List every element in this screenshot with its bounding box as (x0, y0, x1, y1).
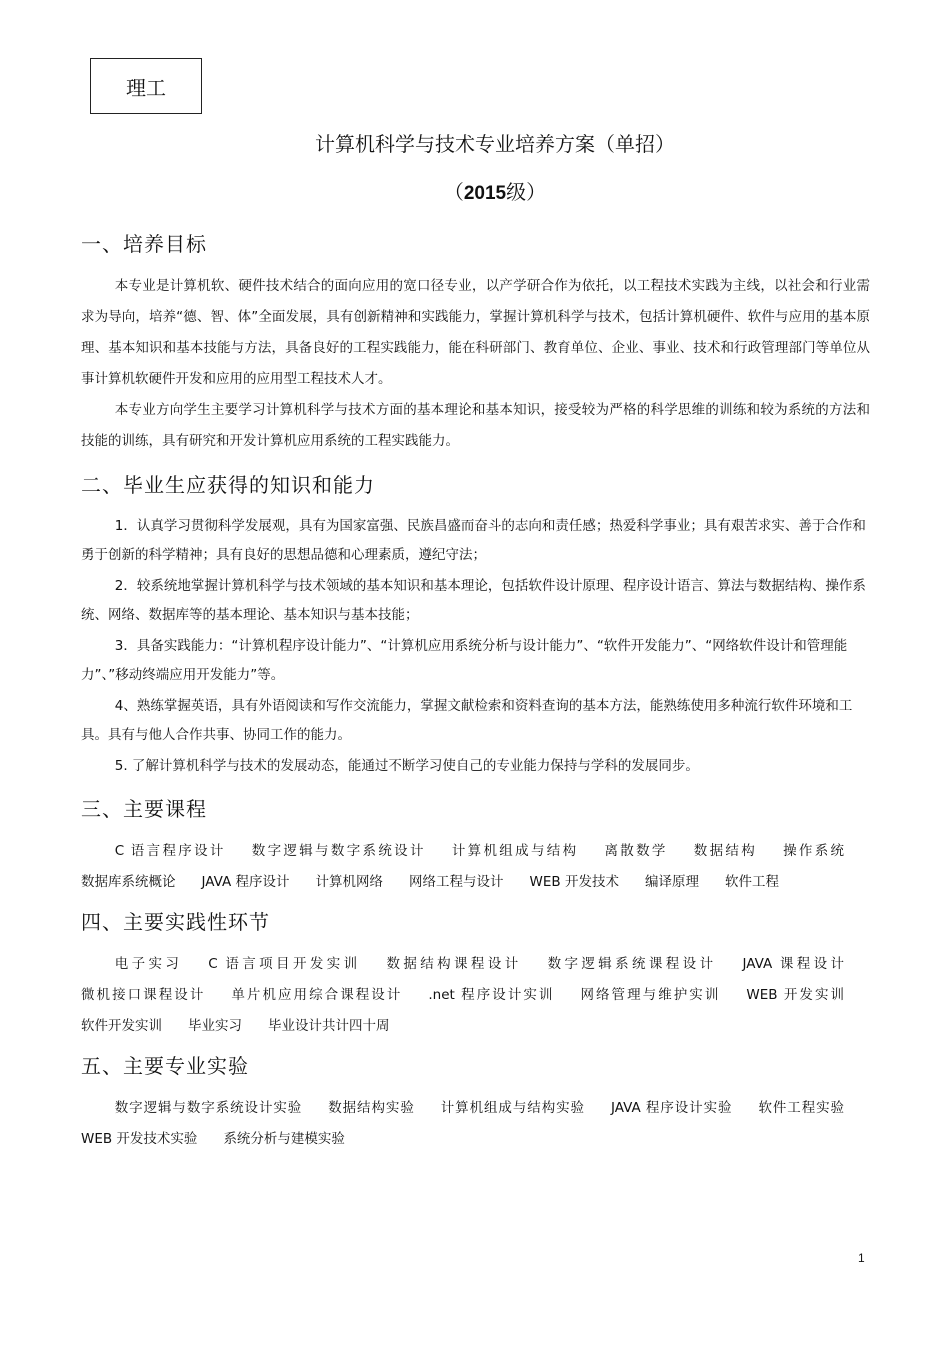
document-title: 计算机科学与技术专业培养方案（单招） (315, 132, 675, 156)
experiment-item: 计算机组成与结构实验 (440, 1100, 585, 1116)
list-item: 3．具备实践能力：“计算机程序设计能力”、“计算机应用系统分析与设计能力”、“软件开发能力”、“网络软件设计和管理能力”、”移动终端应用开发能力”等。 (81, 638, 848, 683)
course-item: 操作系统 (783, 843, 845, 859)
practice-item: 数字逻辑系统课程设计 (547, 956, 717, 972)
practice-item: 数据结构课程设计 (386, 956, 522, 972)
practice-item: 毕业实习 (188, 1018, 242, 1034)
practice-item: .net 程序设计实训 (428, 987, 555, 1003)
experiment-item: WEB 开发技术实验 (81, 1131, 198, 1147)
practice-item: 网络管理与维护实训 (580, 987, 721, 1003)
experiment-item: JAVA 程序设计实验 (610, 1100, 733, 1116)
course-item: 离散数学 (604, 843, 668, 859)
course-item: 网络工程与设计 (409, 874, 504, 890)
section-experiments (81, 1050, 870, 1155)
document-body (81, 228, 870, 1163)
section-courses (81, 793, 870, 898)
course-item: 计算机网络 (315, 874, 384, 890)
section-heading: 三、主要课程 (81, 797, 207, 821)
practice-item: 微机接口课程设计 (81, 987, 206, 1003)
experiment-list (81, 1093, 870, 1155)
section-heading: 四、主要实践性环节 (81, 910, 270, 934)
course-item: 软件工程 (724, 874, 779, 890)
practice-item: C 语言项目开发实训 (208, 956, 361, 972)
section-heading: 二、毕业生应获得的知识和能力 (81, 473, 375, 497)
subtitle-open-paren: （ (443, 180, 464, 204)
category-label: 理工 (126, 75, 166, 100)
list-item: 4、熟练掌握英语，具有外语阅读和写作交流能力，掌握文献检索和资料查询的基本方法，能熟练使用多种流行软件环境和工具。具有与他人合作共事、协同工作的能力。 (81, 698, 853, 743)
list-item: 2．较系统地掌握计算机科学与技术领域的基本知识和基本理论，包括软件设计原理、程序设计语言、算法与数据结构、操作系统、网络、数据库等的基本理论、基本知识与基本技能； (81, 578, 866, 623)
experiment-item: 数字逻辑与数字系统设计实验 (114, 1100, 303, 1116)
course-item: 数字逻辑与数字系统设计 (251, 843, 426, 859)
course-list (81, 836, 870, 898)
course-item: 数据结构 (693, 843, 758, 859)
course-item: JAVA 程序设计 (201, 874, 290, 890)
experiment-item: 数据结构实验 (328, 1100, 415, 1116)
paragraph: 本专业是计算机软、硬件技术结合的面向应用的宽口径专业，以产学研合作为依托，以工程技术实践为主线，以社会和行业需求为导向，培养“德、智、体”全面发展，具有创新精神和实践能力，掌握计算机科学与技术，包括计算机硬件、软件与应用的基本原理、基本知识和基本技能与方法，具备良好的工程实践能力，能在科研部门、教育单位、企业、事业、技术和行政管理部门等单位从事计算机软硬件开发和应用的应用型工程技术人才。 (81, 278, 870, 387)
course-item: 编译原理 (644, 874, 699, 890)
section-practice (81, 906, 870, 1042)
page-number: 1 (858, 1251, 865, 1265)
course-item: 计算机组成与结构 (451, 843, 579, 859)
list-item: 5. 了解计算机科学与技术的发展动态，能通过不断学习使自己的专业能力保持与学科的发展同步。 (114, 758, 699, 774)
subtitle-suffix: 级） (506, 180, 547, 204)
course-item: C 语言程序设计 (114, 843, 226, 859)
practice-item: 电子实习 (114, 956, 183, 972)
practice-item: 单片机应用综合课程设计 (231, 987, 403, 1003)
practice-item: 软件开发实训 (81, 1018, 162, 1034)
practice-item: WEB 开发实训 (746, 987, 845, 1003)
category-label-box (90, 58, 202, 114)
practice-item: JAVA 课程设计 (742, 956, 845, 972)
experiment-item: 系统分析与建模实验 (223, 1131, 345, 1147)
practice-item: 毕业设计共计四十周 (268, 1018, 390, 1034)
section-heading: 五、主要专业实验 (81, 1054, 249, 1078)
course-item: WEB 开发技术 (529, 874, 619, 890)
list-item: 1．认真学习贯彻科学发展观，具有为国家富强、民族昌盛而奋斗的志向和责任感；热爱科学事业；具有艰苦求实、善于合作和勇于创新的科学精神；具有良好的思想品德和心理素质，遵纪守法； (81, 518, 866, 563)
section-abilities (81, 469, 870, 781)
section-heading: 一、培养目标 (81, 232, 207, 256)
experiment-item: 软件工程实验 (758, 1100, 845, 1116)
section-objectives (81, 228, 870, 457)
course-item: 数据库系统概论 (81, 874, 176, 890)
paragraph: 本专业方向学生主要学习计算机科学与技术方面的基本理论和基本知识，接受较为严格的科学思维的训练和较为系统的方法和技能的训练，具有研究和开发计算机应用系统的工程实践能力。 (81, 402, 870, 449)
subtitle-year: 2015 (463, 183, 507, 204)
document-subtitle (0, 176, 950, 205)
practice-list (81, 949, 870, 1042)
